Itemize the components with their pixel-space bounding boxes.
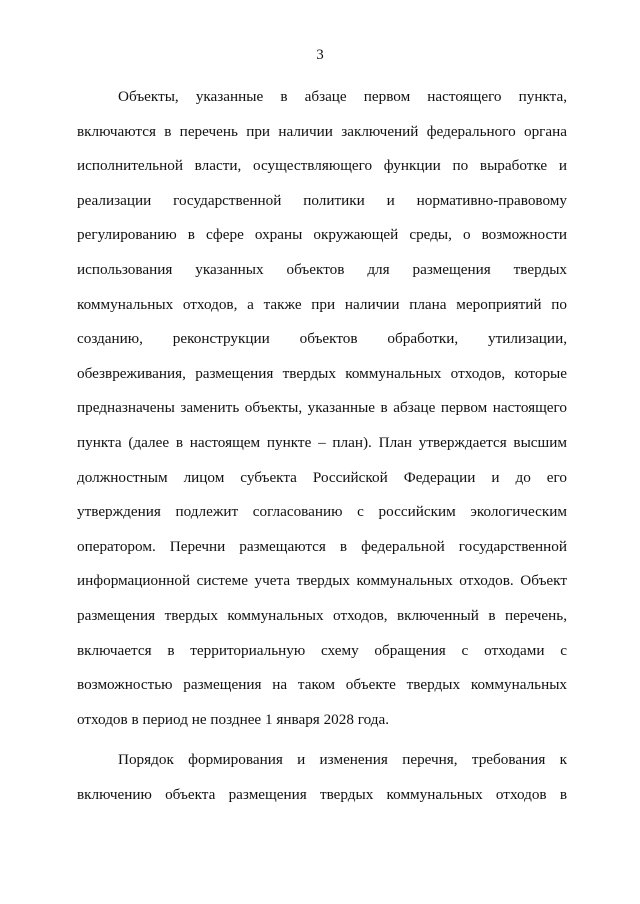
text-line: оператором. Перечни размещаются в федеральной государственной [77, 537, 567, 555]
text-line: регулированию в сфере охраны окружающей среды, о возможности [77, 226, 567, 244]
text-line: созданию, реконструкции объектов обработки, утилизации, [77, 330, 567, 348]
text-line: пункта (далее в настоящем пункте – план). План утверждается высшим [77, 433, 567, 451]
text-line: использования указанных объектов для размещения твердых [77, 260, 567, 278]
text-line: должностным лицом субъекта Российской Федерации и до его [77, 468, 567, 486]
document-body [77, 80, 567, 812]
text-line: включается в территориальную схему обращения с отходами с [77, 641, 567, 659]
text-line: Порядок формирования и изменения перечня, требования к [118, 751, 567, 769]
text-line: утверждения подлежит согласованию с российским экологическим [77, 503, 567, 521]
text-line: предназначены заменить объекты, указанные в абзаце первом настоящего [77, 399, 567, 417]
text-line: реализации государственной политики и нормативно-правовому [77, 191, 567, 209]
text-line: размещения твердых коммунальных отходов, включенный в перечень, [77, 606, 567, 624]
text-line: отходов в период не позднее 1 января 2028 года. [77, 710, 390, 728]
text-line: возможностью размещения на таком объекте твердых коммунальных [77, 676, 567, 694]
text-line: обезвреживания, размещения твердых коммунальных отходов, которые [77, 364, 567, 382]
text-line: исполнительной власти, осуществляющего функции по выработке и [77, 157, 567, 175]
text-line: включению объекта размещения твердых коммунальных отходов в [77, 785, 567, 803]
paragraph-list-procedure [77, 743, 567, 812]
page-number: 3 [316, 47, 324, 63]
paragraph-objects-inclusion [77, 80, 567, 737]
text-line: Объекты, указанные в абзаце первом настоящего пункта, [118, 88, 567, 105]
text-line: включаются в перечень при наличии заключений федерального органа [77, 122, 567, 140]
text-line: информационной системе учета твердых коммунальных отходов. Объект [77, 572, 567, 590]
text-line: коммунальных отходов, а также при наличии плана мероприятий по [77, 295, 567, 313]
